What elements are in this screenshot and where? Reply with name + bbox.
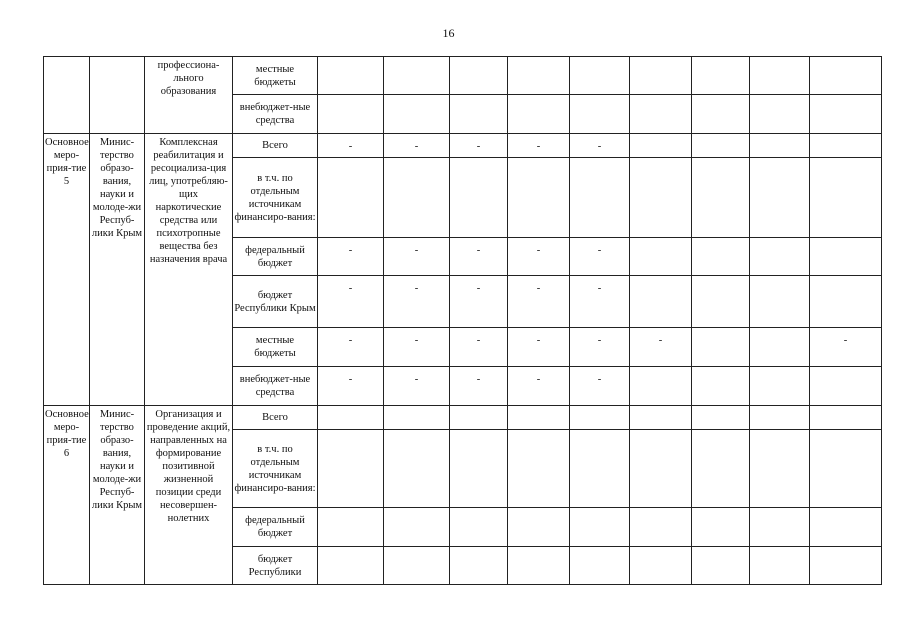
value-cell: - — [508, 134, 570, 158]
value-cell: - — [570, 134, 630, 158]
value-cell: - — [318, 276, 384, 328]
measure-name-cell: Организация и проведение акций, направленных на формирование позитивной жизненной позиции среди несовершен-нолетних — [145, 406, 233, 585]
funding-source-cell: Всего — [233, 406, 318, 430]
table-row — [44, 134, 882, 158]
funding-source-cell: внебюджет-ные средства — [233, 95, 318, 134]
value-cell: - — [630, 328, 692, 367]
value-cell: - — [570, 367, 630, 406]
funding-source-cell: в т.ч. по отдельным источникам финансиро-вания: — [233, 158, 318, 238]
measure-label-cell: Основное меро-прия-тие 5 — [44, 134, 90, 406]
value-cell: - — [508, 276, 570, 328]
value-cell: - — [384, 276, 450, 328]
value-cell: - — [508, 328, 570, 367]
measure-name-cell: профессиона-льного образования — [145, 57, 233, 134]
value-cell: - — [318, 134, 384, 158]
value-cell: - — [450, 134, 508, 158]
measure-label-cell — [44, 57, 90, 134]
funding-source-cell: внебюджет-ные средства — [233, 367, 318, 406]
value-cell: - — [450, 367, 508, 406]
value-cell: - — [508, 367, 570, 406]
funding-source-cell: бюджет Республики Крым — [233, 276, 318, 328]
value-cell: - — [450, 328, 508, 367]
value-cell: - — [384, 328, 450, 367]
value-cell: - — [384, 134, 450, 158]
value-cell: - — [570, 276, 630, 328]
value-cell: - — [384, 367, 450, 406]
funding-source-cell: федеральный бюджет — [233, 238, 318, 276]
value-cell: - — [318, 367, 384, 406]
funding-source-cell: федеральный бюджет — [233, 508, 318, 547]
executor-cell — [90, 57, 145, 134]
page-number: 16 — [442, 26, 455, 40]
value-cell: - — [450, 276, 508, 328]
value-cell: - — [318, 238, 384, 276]
table-row — [44, 406, 882, 430]
value-cell: - — [508, 238, 570, 276]
funding-source-cell: местные бюджеты — [233, 57, 318, 95]
value-cell: - — [384, 238, 450, 276]
executor-cell: Минис-терство образо-вания, науки и молоде-жи Респуб-лики Крым — [90, 406, 145, 585]
funding-source-cell: в т.ч. по отдельным источникам финансиро-вания: — [233, 430, 318, 508]
budget-table — [43, 56, 882, 585]
measure-name-cell: Комплексная реабилитация и ресоциализа-ция лиц, употребляю-щих наркотические средства или психотропные вещества без назначения врача — [145, 134, 233, 406]
value-cell: - — [570, 238, 630, 276]
value-cell: - — [450, 238, 508, 276]
value-cell: - — [810, 328, 882, 367]
measure-label-cell: Основное меро-прия-тие 6 — [44, 406, 90, 585]
funding-source-cell: бюджет Республики — [233, 547, 318, 585]
value-cell: - — [318, 328, 384, 367]
table-row — [44, 57, 882, 95]
funding-source-cell: Всего — [233, 134, 318, 158]
executor-cell: Минис-терство образо-вания, науки и молоде-жи Респуб-лики Крым — [90, 134, 145, 406]
value-cell: - — [570, 328, 630, 367]
funding-source-cell: местные бюджеты — [233, 328, 318, 367]
